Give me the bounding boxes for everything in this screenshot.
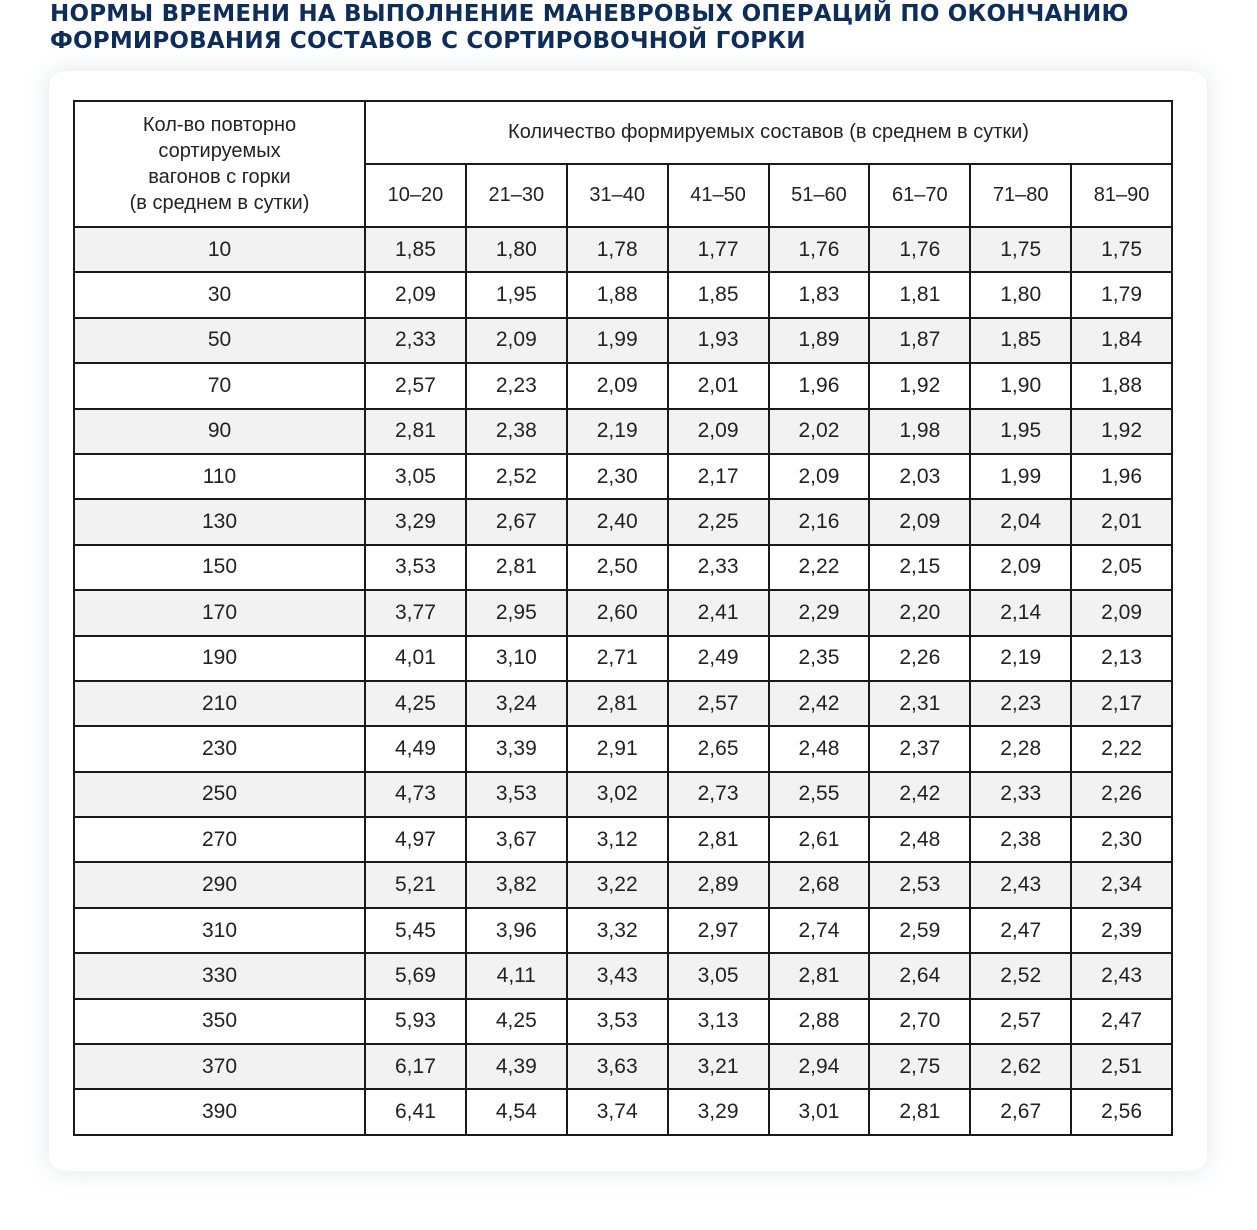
value-cell: 1,96 — [769, 363, 870, 408]
value-cell: 2,37 — [869, 726, 970, 771]
value-cell: 2,09 — [869, 499, 970, 544]
value-cell: 2,15 — [869, 545, 970, 590]
value-cell: 1,78 — [567, 227, 668, 272]
row-label-cell: 210 — [74, 681, 365, 726]
page-title-line-1: НОРМЫ ВРЕМЕНИ НА ВЫПОЛНЕНИЕ МАНЕВРОВЫХ ОПЕРАЦИЙ ПО ОКОНЧАНИЮ — [50, 1, 1129, 27]
row-label-cell: 250 — [74, 772, 365, 817]
value-cell: 2,48 — [869, 817, 970, 862]
row-label-cell: 370 — [74, 1044, 365, 1089]
table-row — [74, 953, 1172, 998]
table-row — [74, 318, 1172, 363]
value-cell: 3,01 — [769, 1089, 870, 1134]
table-row — [74, 681, 1172, 726]
value-cell: 3,53 — [567, 999, 668, 1044]
value-cell: 3,39 — [466, 726, 567, 771]
value-cell: 1,75 — [970, 227, 1071, 272]
value-cell: 2,22 — [1071, 726, 1172, 771]
value-cell: 4,39 — [466, 1044, 567, 1089]
value-cell: 2,59 — [869, 908, 970, 953]
value-cell: 2,52 — [970, 953, 1071, 998]
value-cell: 3,05 — [668, 953, 769, 998]
row-label-cell: 390 — [74, 1089, 365, 1134]
row-header-cell — [74, 101, 365, 227]
row-label-cell: 110 — [74, 454, 365, 499]
group-header-cell: Количество формируемых составов (в среднем в сутки) — [365, 101, 1172, 164]
value-cell: 2,43 — [970, 862, 1071, 907]
value-cell: 3,67 — [466, 817, 567, 862]
value-cell: 2,30 — [567, 454, 668, 499]
value-cell: 3,29 — [668, 1089, 769, 1134]
column-header-cell: 51–60 — [769, 164, 870, 227]
value-cell: 2,20 — [869, 590, 970, 635]
row-header-line: Кол-во повторно — [142, 114, 297, 136]
value-cell: 2,22 — [769, 545, 870, 590]
table-row — [74, 272, 1172, 317]
value-cell: 2,88 — [769, 999, 870, 1044]
norms-table — [73, 100, 1173, 1136]
value-cell: 1,93 — [668, 318, 769, 363]
value-cell: 2,97 — [668, 908, 769, 953]
value-cell: 3,43 — [567, 953, 668, 998]
value-cell: 2,02 — [769, 409, 870, 454]
value-cell: 4,11 — [466, 953, 567, 998]
value-cell: 3,53 — [466, 772, 567, 817]
table-body — [74, 227, 1172, 1135]
column-header-cell: 10–20 — [365, 164, 466, 227]
value-cell: 2,28 — [970, 726, 1071, 771]
value-cell: 2,65 — [668, 726, 769, 771]
row-header-line: сортируемых — [158, 140, 281, 162]
value-cell: 2,16 — [769, 499, 870, 544]
value-cell: 2,57 — [668, 681, 769, 726]
value-cell: 2,25 — [668, 499, 769, 544]
value-cell: 2,55 — [769, 772, 870, 817]
value-cell: 3,24 — [466, 681, 567, 726]
value-cell: 3,22 — [567, 862, 668, 907]
value-cell: 1,85 — [970, 318, 1071, 363]
value-cell: 2,13 — [1071, 636, 1172, 681]
value-cell: 3,13 — [668, 999, 769, 1044]
value-cell: 1,90 — [970, 363, 1071, 408]
column-header-cell: 71–80 — [970, 164, 1071, 227]
value-cell: 3,10 — [466, 636, 567, 681]
value-cell: 3,77 — [365, 590, 466, 635]
value-cell: 2,40 — [567, 499, 668, 544]
value-cell: 2,34 — [1071, 862, 1172, 907]
value-cell: 2,31 — [869, 681, 970, 726]
value-cell: 2,51 — [1071, 1044, 1172, 1089]
value-cell: 2,41 — [668, 590, 769, 635]
value-cell: 1,95 — [466, 272, 567, 317]
value-cell: 2,81 — [869, 1089, 970, 1134]
row-header-line: вагонов с горки — [148, 166, 291, 188]
value-cell: 2,56 — [1071, 1089, 1172, 1134]
value-cell: 2,52 — [466, 454, 567, 499]
row-label-cell: 230 — [74, 726, 365, 771]
value-cell: 2,42 — [869, 772, 970, 817]
value-cell: 1,75 — [1071, 227, 1172, 272]
value-cell: 2,50 — [567, 545, 668, 590]
value-cell: 3,29 — [365, 499, 466, 544]
table-row — [74, 1089, 1172, 1134]
row-label-cell: 50 — [74, 318, 365, 363]
value-cell: 2,09 — [567, 363, 668, 408]
table-row — [74, 545, 1172, 590]
value-cell: 1,96 — [1071, 454, 1172, 499]
value-cell: 2,91 — [567, 726, 668, 771]
value-cell: 1,83 — [769, 272, 870, 317]
value-cell: 1,76 — [769, 227, 870, 272]
value-cell: 2,89 — [668, 862, 769, 907]
value-cell: 2,23 — [970, 681, 1071, 726]
value-cell: 1,99 — [970, 454, 1071, 499]
value-cell: 3,53 — [365, 545, 466, 590]
value-cell: 1,79 — [1071, 272, 1172, 317]
value-cell: 4,25 — [365, 681, 466, 726]
table-row — [74, 772, 1172, 817]
table-row — [74, 817, 1172, 862]
page-title-line-2: ФОРМИРОВАНИЯ СОСТАВОВ С СОРТИРОВОЧНОЙ ГОРКИ — [50, 28, 806, 54]
value-cell: 1,80 — [970, 272, 1071, 317]
value-cell: 4,73 — [365, 772, 466, 817]
value-cell: 2,38 — [970, 817, 1071, 862]
value-cell: 2,17 — [1071, 681, 1172, 726]
column-header-cell: 31–40 — [567, 164, 668, 227]
column-header-cell: 81–90 — [1071, 164, 1172, 227]
value-cell: 3,82 — [466, 862, 567, 907]
value-cell: 2,70 — [869, 999, 970, 1044]
value-cell: 2,48 — [769, 726, 870, 771]
value-cell: 3,63 — [567, 1044, 668, 1089]
value-cell: 2,09 — [466, 318, 567, 363]
value-cell: 2,68 — [769, 862, 870, 907]
table-row — [74, 726, 1172, 771]
value-cell: 5,69 — [365, 953, 466, 998]
value-cell: 3,02 — [567, 772, 668, 817]
value-cell: 1,92 — [1071, 409, 1172, 454]
value-cell: 1,81 — [869, 272, 970, 317]
value-cell: 2,62 — [970, 1044, 1071, 1089]
value-cell: 6,41 — [365, 1089, 466, 1134]
value-cell: 2,47 — [970, 908, 1071, 953]
table-row — [74, 1044, 1172, 1089]
row-label-cell: 170 — [74, 590, 365, 635]
value-cell: 6,17 — [365, 1044, 466, 1089]
value-cell: 3,74 — [567, 1089, 668, 1134]
value-cell: 2,33 — [365, 318, 466, 363]
table-row — [74, 999, 1172, 1044]
value-cell: 1,87 — [869, 318, 970, 363]
value-cell: 2,57 — [365, 363, 466, 408]
value-cell: 4,54 — [466, 1089, 567, 1134]
value-cell: 1,95 — [970, 409, 1071, 454]
value-cell: 2,60 — [567, 590, 668, 635]
table-row — [74, 363, 1172, 408]
table-row — [74, 636, 1172, 681]
value-cell: 2,39 — [1071, 908, 1172, 953]
table-row — [74, 499, 1172, 544]
value-cell: 4,49 — [365, 726, 466, 771]
value-cell: 2,04 — [970, 499, 1071, 544]
table-row — [74, 454, 1172, 499]
value-cell: 2,43 — [1071, 953, 1172, 998]
value-cell: 2,81 — [466, 545, 567, 590]
value-cell: 4,97 — [365, 817, 466, 862]
row-label-cell: 330 — [74, 953, 365, 998]
value-cell: 1,92 — [869, 363, 970, 408]
value-cell: 2,38 — [466, 409, 567, 454]
value-cell: 5,93 — [365, 999, 466, 1044]
page-title — [50, 1, 1240, 55]
value-cell: 2,42 — [769, 681, 870, 726]
row-label-cell: 290 — [74, 862, 365, 907]
value-cell: 2,64 — [869, 953, 970, 998]
value-cell: 1,80 — [466, 227, 567, 272]
value-cell: 2,01 — [1071, 499, 1172, 544]
row-header-line: (в среднем в сутки) — [129, 192, 310, 214]
row-label-cell: 350 — [74, 999, 365, 1044]
value-cell: 2,09 — [769, 454, 870, 499]
value-cell: 3,32 — [567, 908, 668, 953]
value-cell: 4,25 — [466, 999, 567, 1044]
value-cell: 2,23 — [466, 363, 567, 408]
table-row — [74, 227, 1172, 272]
value-cell: 1,85 — [365, 227, 466, 272]
table-row — [74, 409, 1172, 454]
value-cell: 1,85 — [668, 272, 769, 317]
value-cell: 2,94 — [769, 1044, 870, 1089]
value-cell: 1,88 — [567, 272, 668, 317]
row-label-cell: 70 — [74, 363, 365, 408]
row-label-cell: 270 — [74, 817, 365, 862]
value-cell: 2,71 — [567, 636, 668, 681]
row-label-cell: 90 — [74, 409, 365, 454]
value-cell: 2,81 — [365, 409, 466, 454]
value-cell: 3,12 — [567, 817, 668, 862]
value-cell: 2,57 — [970, 999, 1071, 1044]
value-cell: 3,05 — [365, 454, 466, 499]
row-label-cell: 30 — [74, 272, 365, 317]
value-cell: 2,81 — [769, 953, 870, 998]
value-cell: 2,47 — [1071, 999, 1172, 1044]
value-cell: 2,95 — [466, 590, 567, 635]
value-cell: 2,19 — [567, 409, 668, 454]
row-label-cell: 190 — [74, 636, 365, 681]
value-cell: 2,09 — [668, 409, 769, 454]
value-cell: 4,01 — [365, 636, 466, 681]
value-cell: 2,61 — [769, 817, 870, 862]
value-cell: 2,03 — [869, 454, 970, 499]
value-cell: 3,96 — [466, 908, 567, 953]
value-cell: 2,01 — [668, 363, 769, 408]
value-cell: 1,98 — [869, 409, 970, 454]
value-cell: 2,09 — [365, 272, 466, 317]
value-cell: 2,35 — [769, 636, 870, 681]
table-row — [74, 590, 1172, 635]
value-cell: 2,67 — [970, 1089, 1071, 1134]
value-cell: 2,49 — [668, 636, 769, 681]
value-cell: 2,81 — [567, 681, 668, 726]
value-cell: 1,89 — [769, 318, 870, 363]
value-cell: 3,21 — [668, 1044, 769, 1089]
value-cell: 2,81 — [668, 817, 769, 862]
table-row — [74, 862, 1172, 907]
column-header-cell: 61–70 — [869, 164, 970, 227]
value-cell: 1,77 — [668, 227, 769, 272]
value-cell: 2,26 — [1071, 772, 1172, 817]
value-cell: 2,74 — [769, 908, 870, 953]
value-cell: 2,19 — [970, 636, 1071, 681]
value-cell: 2,05 — [1071, 545, 1172, 590]
value-cell: 2,17 — [668, 454, 769, 499]
table-card — [49, 71, 1207, 1171]
value-cell: 2,33 — [970, 772, 1071, 817]
row-label-cell: 150 — [74, 545, 365, 590]
value-cell: 1,76 — [869, 227, 970, 272]
value-cell: 2,14 — [970, 590, 1071, 635]
value-cell: 1,84 — [1071, 318, 1172, 363]
value-cell: 2,53 — [869, 862, 970, 907]
value-cell: 2,75 — [869, 1044, 970, 1089]
value-cell: 2,09 — [970, 545, 1071, 590]
value-cell: 2,29 — [769, 590, 870, 635]
value-cell: 2,33 — [668, 545, 769, 590]
value-cell: 5,45 — [365, 908, 466, 953]
value-cell: 2,67 — [466, 499, 567, 544]
column-header-cell: 41–50 — [668, 164, 769, 227]
value-cell: 5,21 — [365, 862, 466, 907]
value-cell: 2,26 — [869, 636, 970, 681]
value-cell: 1,99 — [567, 318, 668, 363]
value-cell: 2,73 — [668, 772, 769, 817]
table-row — [74, 908, 1172, 953]
value-cell: 2,30 — [1071, 817, 1172, 862]
row-label-cell: 130 — [74, 499, 365, 544]
row-label-cell: 310 — [74, 908, 365, 953]
column-header-cell: 21–30 — [466, 164, 567, 227]
header-row-group — [74, 101, 1172, 164]
value-cell: 2,09 — [1071, 590, 1172, 635]
row-label-cell: 10 — [74, 227, 365, 272]
value-cell: 1,88 — [1071, 363, 1172, 408]
